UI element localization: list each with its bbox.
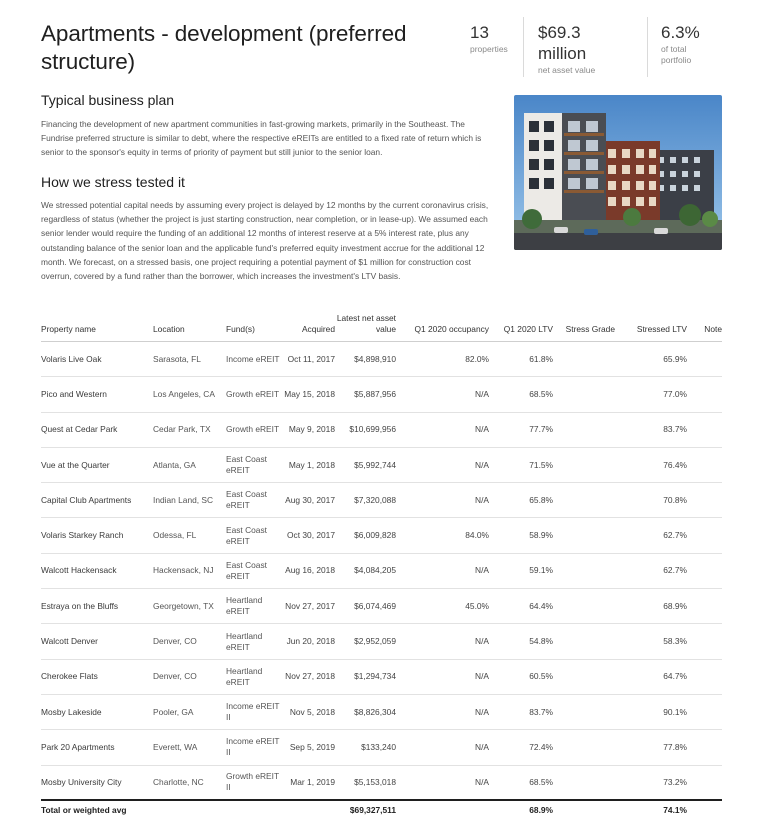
net-asset-value-cell: $8,826,304 — [335, 694, 396, 729]
fund-cell: East Coast eREIT — [226, 518, 281, 553]
location-cell: Odessa, FL — [153, 518, 226, 553]
net-asset-value-cell: $6,074,469 — [335, 589, 396, 624]
acquired-cell: Aug 30, 2017 — [281, 483, 335, 518]
table-row[interactable] — [41, 589, 722, 624]
net-asset-value-cell: $5,887,956 — [335, 377, 396, 412]
stress-grade-cell — [553, 518, 615, 553]
col-header-occupancy[interactable]: Q1 2020 occupancy — [396, 313, 489, 342]
stress-grade-cell — [553, 447, 615, 482]
property-name-cell: Quest at Cedar Park — [41, 412, 153, 447]
ltv-cell: 64.4% — [489, 589, 553, 624]
total-label: Total or weighted avg — [41, 800, 153, 820]
page-title: Apartments - development (preferred structure) — [41, 21, 407, 74]
location-cell: Los Angeles, CA — [153, 377, 226, 412]
location-cell: Hackensack, NJ — [153, 553, 226, 588]
col-header-funds[interactable]: Fund(s) — [226, 313, 281, 342]
occupancy-cell: N/A — [396, 483, 489, 518]
acquired-cell: Nov 5, 2018 — [281, 694, 335, 729]
stat-net-asset-value — [538, 22, 608, 76]
note-cell — [687, 447, 722, 482]
note-cell — [687, 589, 722, 624]
col-header-acquired[interactable]: Acquired — [281, 313, 335, 342]
stress-grade-cell — [553, 659, 615, 694]
stress-grade-cell — [553, 624, 615, 659]
fund-cell: Heartland eREIT — [226, 624, 281, 659]
occupancy-cell: 45.0% — [396, 589, 489, 624]
stat-divider — [647, 17, 648, 77]
property-name-cell: Walcott Hackensack — [41, 553, 153, 588]
property-name-cell: Cherokee Flats — [41, 659, 153, 694]
stress-test-text: We stressed potential capital needs by assuming every project is delayed by 12 months by the current coronavirus crisis, regardless of status (whether the project is just starting construction, near completion, or in lease-up). We assumed each senior lender would require the funding of an additional 12 months of interest reserve at a 5% interest rate, plus any outstanding balance of the senior loan and the applicable fund's preferred equity investment accrue for the additional 12 month. We forecast, on a stressed basis, one project requiring a potential payment of $1 million for construction cost overrun, covered by a fund rather than the borrower, which increases the investment's LTV basis. — [41, 200, 489, 282]
note-cell — [687, 483, 722, 518]
acquired-cell: May 1, 2018 — [281, 447, 335, 482]
stressed-ltv-cell: 77.0% — [615, 377, 687, 412]
table-row[interactable] — [41, 412, 722, 447]
note-cell — [687, 518, 722, 553]
stressed-ltv-cell: 76.4% — [615, 447, 687, 482]
table-row[interactable] — [41, 694, 722, 729]
property-name-cell: Vue at the Quarter — [41, 447, 153, 482]
ltv-cell: 68.5% — [489, 377, 553, 412]
fund-cell: Growth eREIT II — [226, 765, 281, 800]
stat-label: net asset value — [538, 65, 596, 75]
fund-cell: East Coast eREIT — [226, 447, 281, 482]
ltv-cell: 71.5% — [489, 447, 553, 482]
net-asset-value-cell: $4,898,910 — [335, 342, 396, 377]
occupancy-cell: N/A — [396, 624, 489, 659]
stress-grade-cell — [553, 483, 615, 518]
acquired-cell: Nov 27, 2017 — [281, 589, 335, 624]
acquired-cell: Jun 20, 2018 — [281, 624, 335, 659]
col-header-stressed-ltv[interactable]: Stressed LTV — [615, 313, 687, 342]
stat-label: properties — [470, 44, 508, 54]
note-cell — [687, 553, 722, 588]
stressed-ltv-cell: 58.3% — [615, 624, 687, 659]
occupancy-cell: N/A — [396, 765, 489, 800]
stressed-ltv-cell: 68.9% — [615, 589, 687, 624]
occupancy-cell: N/A — [396, 412, 489, 447]
fund-cell: Income eREIT II — [226, 730, 281, 765]
stressed-ltv-cell: 62.7% — [615, 553, 687, 588]
ltv-cell: 83.7% — [489, 694, 553, 729]
occupancy-cell: N/A — [396, 553, 489, 588]
stressed-ltv-cell: 65.9% — [615, 342, 687, 377]
stress-grade-cell — [553, 377, 615, 412]
stressed-ltv-cell: 64.7% — [615, 659, 687, 694]
net-asset-value-cell: $1,294,734 — [335, 659, 396, 694]
occupancy-cell: N/A — [396, 659, 489, 694]
occupancy-cell: 82.0% — [396, 342, 489, 377]
col-header-net-asset-value[interactable]: Latest net asset value — [335, 313, 396, 342]
property-name-cell: Estraya on the Bluffs — [41, 589, 153, 624]
properties-table — [41, 313, 722, 820]
ltv-cell: 68.5% — [489, 765, 553, 800]
total-net-asset-value: $69,327,511 — [335, 800, 396, 820]
table-row[interactable] — [41, 377, 722, 412]
col-header-location[interactable]: Location — [153, 313, 226, 342]
net-asset-value-cell: $10,699,956 — [335, 412, 396, 447]
col-header-property-name[interactable]: Property name — [41, 313, 153, 342]
stress-grade-cell — [553, 553, 615, 588]
occupancy-cell: N/A — [396, 694, 489, 729]
stat-value: $69.3 million — [538, 23, 587, 63]
property-name-cell: Pico and Western — [41, 377, 153, 412]
acquired-cell: May 9, 2018 — [281, 412, 335, 447]
note-cell — [687, 624, 722, 659]
stress-grade-cell — [553, 730, 615, 765]
fund-cell: Income eREIT II — [226, 694, 281, 729]
table-header-row — [41, 313, 722, 342]
note-cell — [687, 694, 722, 729]
note-cell — [687, 342, 722, 377]
table-row[interactable] — [41, 342, 722, 377]
ltv-cell: 60.5% — [489, 659, 553, 694]
ltv-cell: 61.8% — [489, 342, 553, 377]
apartment-building-photo — [514, 95, 722, 250]
ltv-cell: 72.4% — [489, 730, 553, 765]
net-asset-value-cell: $6,009,828 — [335, 518, 396, 553]
occupancy-cell: N/A — [396, 447, 489, 482]
ltv-cell: 58.9% — [489, 518, 553, 553]
note-cell — [687, 412, 722, 447]
acquired-cell: Oct 11, 2017 — [281, 342, 335, 377]
location-cell: Denver, CO — [153, 624, 226, 659]
stat-value: 6.3% — [661, 23, 700, 42]
fund-cell: Growth eREIT — [226, 412, 281, 447]
fund-cell: East Coast eREIT — [226, 553, 281, 588]
net-asset-value-cell: $133,240 — [335, 730, 396, 765]
ltv-cell: 77.7% — [489, 412, 553, 447]
table-row[interactable] — [41, 624, 722, 659]
property-name-cell: Volaris Live Oak — [41, 342, 153, 377]
location-cell: Indian Land, SC — [153, 483, 226, 518]
occupancy-cell: 84.0% — [396, 518, 489, 553]
stress-grade-cell — [553, 412, 615, 447]
location-cell: Georgetown, TX — [153, 589, 226, 624]
stressed-ltv-cell: 83.7% — [615, 412, 687, 447]
net-asset-value-cell: $5,992,744 — [335, 447, 396, 482]
note-cell — [687, 659, 722, 694]
stressed-ltv-cell: 73.2% — [615, 765, 687, 800]
total-ltv: 68.9% — [489, 800, 553, 820]
business-plan-heading: Typical business plan — [41, 92, 175, 108]
col-header-ltv[interactable]: Q1 2020 LTV — [489, 313, 553, 342]
ltv-cell: 54.8% — [489, 624, 553, 659]
stress-grade-cell — [553, 694, 615, 729]
table-row[interactable] — [41, 765, 722, 800]
note-cell — [687, 377, 722, 412]
stressed-ltv-cell: 62.7% — [615, 518, 687, 553]
location-cell: Charlotte, NC — [153, 765, 226, 800]
stat-portfolio-share — [661, 22, 711, 66]
col-header-note[interactable]: Note — [687, 313, 722, 342]
table-row[interactable] — [41, 553, 722, 588]
fund-cell: East Coast eREIT — [226, 483, 281, 518]
table-row[interactable] — [41, 518, 722, 553]
total-stressed-ltv: 74.1% — [615, 800, 687, 820]
property-name-cell: Walcott Denver — [41, 624, 153, 659]
occupancy-cell: N/A — [396, 377, 489, 412]
net-asset-value-cell: $2,952,059 — [335, 624, 396, 659]
note-cell — [687, 765, 722, 800]
acquired-cell: May 15, 2018 — [281, 377, 335, 412]
table-total-row — [41, 800, 722, 820]
property-name-cell: Mosby University City — [41, 765, 153, 800]
table-row[interactable] — [41, 659, 722, 694]
table-row[interactable] — [41, 447, 722, 482]
col-header-stress-grade[interactable]: Stress Grade — [553, 313, 615, 342]
acquired-cell: Oct 30, 2017 — [281, 518, 335, 553]
property-name-cell: Volaris Starkey Ranch — [41, 518, 153, 553]
stat-properties — [470, 22, 508, 55]
property-name-cell: Capital Club Apartments — [41, 483, 153, 518]
stat-divider — [523, 17, 524, 77]
ltv-cell: 65.8% — [489, 483, 553, 518]
table-row[interactable] — [41, 483, 722, 518]
stressed-ltv-cell: 70.8% — [615, 483, 687, 518]
note-cell — [687, 730, 722, 765]
table-row[interactable] — [41, 730, 722, 765]
location-cell: Cedar Park, TX — [153, 412, 226, 447]
location-cell: Everett, WA — [153, 730, 226, 765]
acquired-cell: Nov 27, 2018 — [281, 659, 335, 694]
location-cell: Denver, CO — [153, 659, 226, 694]
fund-cell: Growth eREIT — [226, 377, 281, 412]
stress-test-heading: How we stress tested it — [41, 174, 185, 190]
location-cell: Atlanta, GA — [153, 447, 226, 482]
stressed-ltv-cell: 90.1% — [615, 694, 687, 729]
fund-cell: Heartland eREIT — [226, 589, 281, 624]
net-asset-value-cell: $4,084,205 — [335, 553, 396, 588]
stress-grade-cell — [553, 342, 615, 377]
acquired-cell: Sep 5, 2019 — [281, 730, 335, 765]
stressed-ltv-cell: 77.8% — [615, 730, 687, 765]
fund-cell: Heartland eREIT — [226, 659, 281, 694]
location-cell: Sarasota, FL — [153, 342, 226, 377]
acquired-cell: Aug 16, 2018 — [281, 553, 335, 588]
stress-grade-cell — [553, 589, 615, 624]
business-plan-text: Financing the development of new apartment communities in fast-growing markets, primarily in the Southeast. The Fundrise preferred structure is similar to debt, where the respective eREITs are entitled to a fixed rate of return which is senior to the sponsor's equity in terms of priority of payment but still junior to the senior loan. — [41, 119, 482, 158]
stress-grade-cell — [553, 765, 615, 800]
net-asset-value-cell: $5,153,018 — [335, 765, 396, 800]
stat-value: 13 — [470, 23, 489, 42]
stat-label: of total portfolio — [661, 44, 692, 65]
acquired-cell: Mar 1, 2019 — [281, 765, 335, 800]
property-name-cell: Park 20 Apartments — [41, 730, 153, 765]
occupancy-cell: N/A — [396, 730, 489, 765]
location-cell: Pooler, GA — [153, 694, 226, 729]
property-name-cell: Mosby Lakeside — [41, 694, 153, 729]
net-asset-value-cell: $7,320,088 — [335, 483, 396, 518]
fund-cell: Income eREIT — [226, 342, 281, 377]
ltv-cell: 59.1% — [489, 553, 553, 588]
